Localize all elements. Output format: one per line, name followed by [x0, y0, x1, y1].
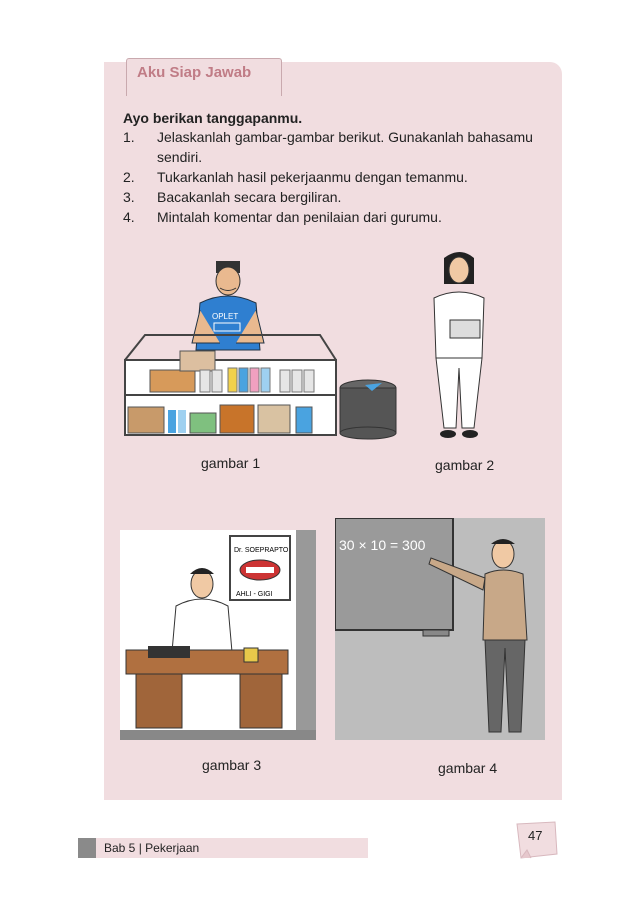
caption-gambar-2: gambar 2	[435, 457, 495, 473]
dentist-illustration	[120, 530, 316, 740]
intro-text: Ayo berikan tanggapanmu.	[123, 110, 303, 126]
shopkeeper-illustration	[120, 255, 400, 440]
step-item	[123, 127, 563, 167]
step-number: 2.	[123, 169, 135, 185]
section-title: Aku Siap Jawab	[137, 64, 252, 81]
caption-gambar-3: gambar 3	[202, 757, 262, 773]
page-number: 47	[528, 828, 543, 843]
board-text: 30 × 10 = 300	[339, 537, 426, 553]
sign-name: Dr. SOEPRAPTO	[234, 547, 289, 554]
step-item	[123, 207, 563, 227]
nurse-illustration	[422, 248, 502, 444]
caption-gambar-1: gambar 1	[201, 455, 261, 471]
caption-gambar-4: gambar 4	[438, 760, 498, 776]
sign-sub: AHLI - GIGI	[236, 591, 273, 598]
step-text: Tukarkanlah hasil pekerjaanmu dengan temanmu.	[157, 169, 468, 185]
chapter-label: Bab 5 | Pekerjaan	[104, 841, 200, 855]
step-number: 1.	[123, 129, 135, 145]
step-number: 3.	[123, 189, 135, 205]
steps-list	[123, 127, 563, 227]
step-number: 4.	[123, 209, 135, 225]
step-text: Jelaskanlah gambar-gambar berikut. Gunakanlah bahasamu sendiri.	[157, 129, 533, 165]
footer-edge	[78, 838, 96, 858]
step-text: Mintalah komentar dan penilaian dari gurumu.	[157, 209, 442, 225]
teacher-illustration	[335, 518, 545, 740]
step-item	[123, 167, 563, 187]
step-text: Bacakanlah secara bergiliran.	[157, 189, 342, 205]
shirt-text: OPLET	[212, 312, 239, 321]
step-item	[123, 187, 563, 207]
